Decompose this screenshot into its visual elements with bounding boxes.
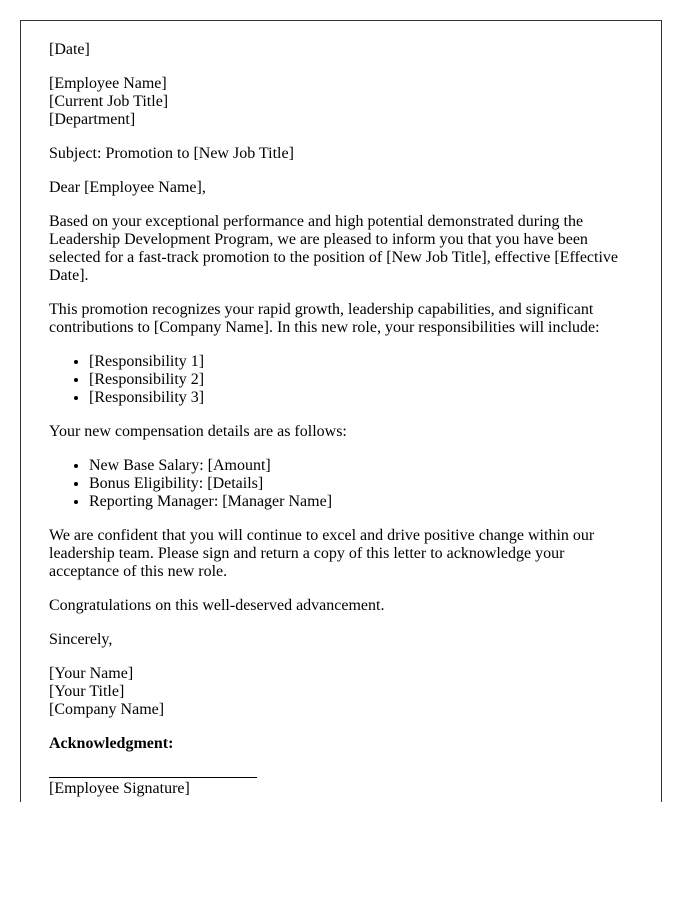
letter-subject: Subject: Promotion to [New Job Title] xyxy=(49,145,294,162)
paragraph-compensation-intro: Your new compensation details are as follows: xyxy=(49,423,347,440)
sender-name: [Your Name] xyxy=(49,665,134,682)
responsibilities-list xyxy=(49,353,633,407)
letter-date: [Date] xyxy=(49,41,90,58)
acknowledgment-heading: Acknowledgment: xyxy=(49,735,174,752)
recipient-block xyxy=(49,75,633,129)
list-item-responsibility: • [Responsibility 1] xyxy=(89,353,633,371)
document-viewport xyxy=(20,20,662,802)
letter-closing: Sincerely, xyxy=(49,631,113,648)
recipient-name: [Employee Name] xyxy=(49,75,167,92)
paragraph-confidence: We are confident that you will continue to excel and drive positive change within our leadership team. Please sign and return a copy of this letter to acknowledge your acceptance of this new role. xyxy=(49,527,595,580)
paragraph-recognition: This promotion recognizes your rapid growth, leadership capabilities, and significant contributions to [Company Name]. In this new role, your responsibilities will include: xyxy=(49,301,600,336)
sender-title: [Your Title] xyxy=(49,683,125,700)
compensation-list xyxy=(49,457,633,511)
paragraph-intro: Based on your exceptional performance and high potential demonstrated during the Leadership Development Program, we are pleased to inform you that you have been selected for a fast-track promotion to the position of [New Job Title], effective [Effective Date]. xyxy=(49,213,619,284)
list-item-responsibility: • [Responsibility 2] xyxy=(89,371,633,389)
paragraph-congratulations: Congratulations on this well-deserved advancement. xyxy=(49,597,385,614)
list-item-reporting-manager: • Reporting Manager: [Manager Name] xyxy=(89,493,633,511)
sender-block xyxy=(49,665,633,719)
sender-company: [Company Name] xyxy=(49,701,165,718)
signature-block xyxy=(49,777,633,798)
recipient-department: [Department] xyxy=(49,111,136,128)
letter-salutation: Dear [Employee Name], xyxy=(49,179,206,196)
list-item-bonus-eligibility: • Bonus Eligibility: [Details] xyxy=(89,475,633,493)
recipient-job-title: [Current Job Title] xyxy=(49,93,169,110)
signature-line xyxy=(49,777,257,778)
employee-signature-label: [Employee Signature] xyxy=(49,780,190,797)
list-item-base-salary: • New Base Salary: [Amount] xyxy=(89,457,633,475)
letter-page xyxy=(20,20,662,802)
list-item-responsibility: • [Responsibility 3] xyxy=(89,389,633,407)
